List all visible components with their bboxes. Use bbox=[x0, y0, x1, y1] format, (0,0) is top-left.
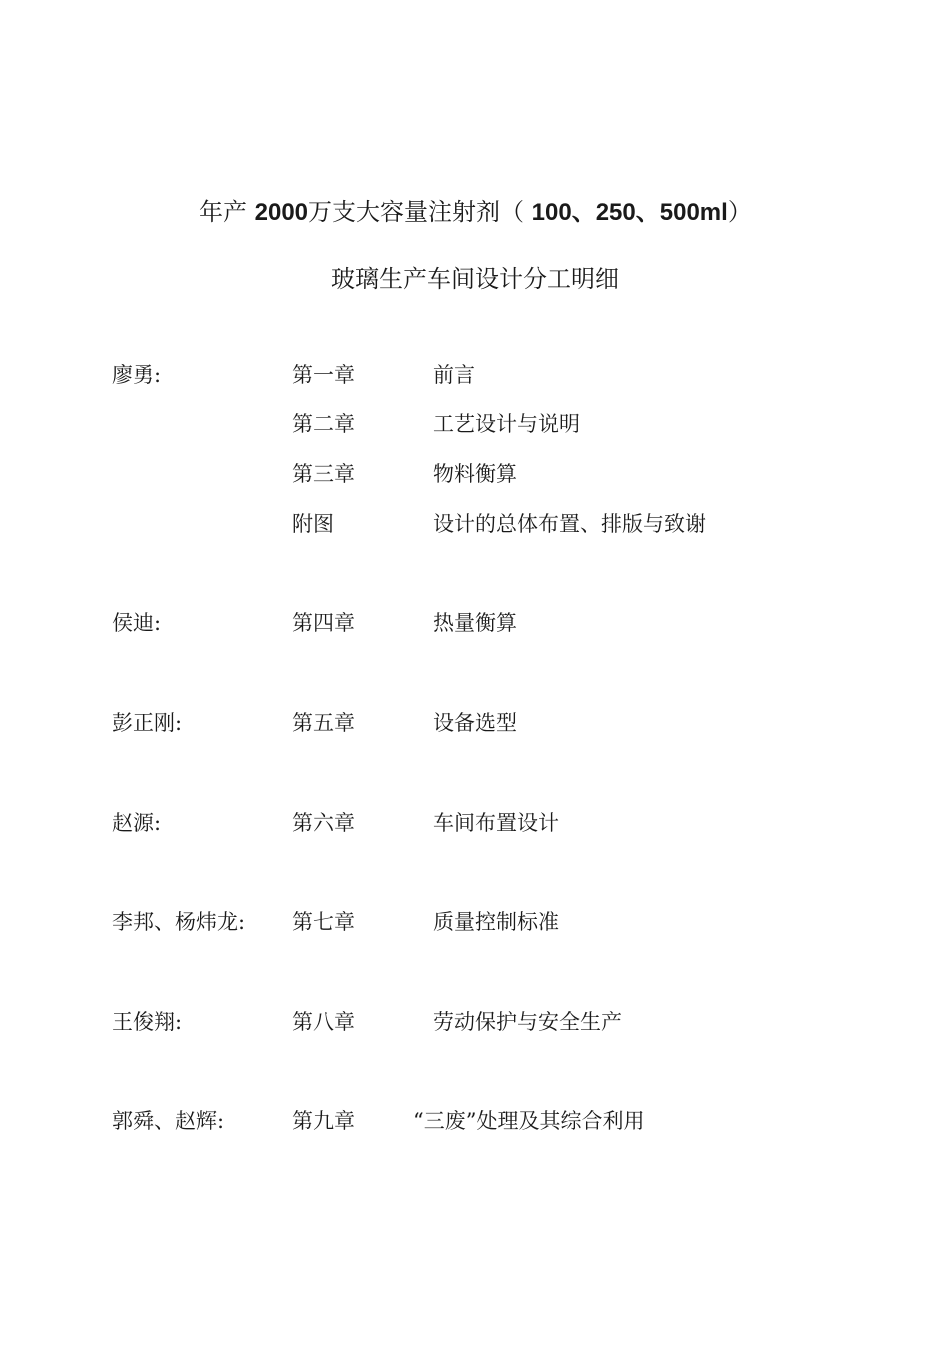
assignment-row bbox=[0, 807, 950, 837]
chapter-label: 第四章 bbox=[292, 611, 355, 635]
chapter-label: 附图 bbox=[292, 512, 334, 536]
chapter-label: 第八章 bbox=[292, 1010, 355, 1034]
chapter-topic: 前言 bbox=[433, 363, 475, 387]
assignment-row bbox=[0, 607, 950, 637]
title-close-paren: ） bbox=[727, 198, 752, 226]
chapter-topic: 车间布置设计 bbox=[433, 811, 559, 835]
chapter-topic: 劳动保护与安全生产 bbox=[433, 1010, 622, 1034]
chapter-label: 第二章 bbox=[292, 412, 355, 436]
assignee-name: 赵源: bbox=[112, 811, 162, 835]
assignee-name: 侯迪: bbox=[112, 611, 162, 635]
assignment-row bbox=[0, 1105, 950, 1135]
title-middle: 万支大容量注射剂（ bbox=[308, 198, 525, 226]
assignee-name: 彭正刚: bbox=[112, 711, 183, 735]
title-quantity: 2000 bbox=[254, 199, 309, 226]
assignee-name: 廖勇: bbox=[112, 363, 162, 387]
chapter-topic: “三废”处理及其综合利用 bbox=[413, 1109, 645, 1133]
chapter-label: 第九章 bbox=[292, 1109, 355, 1133]
chapter-topic: 设备选型 bbox=[433, 711, 517, 735]
chapter-topic: 工艺设计与说明 bbox=[433, 412, 580, 436]
title-volumes: 100、250、500ml bbox=[531, 199, 728, 226]
assignee-name: 李邦、杨炜龙: bbox=[112, 910, 246, 934]
chapter-label: 第七章 bbox=[292, 910, 355, 934]
chapter-topic: 质量控制标准 bbox=[433, 910, 559, 934]
chapter-topic: 热量衡算 bbox=[433, 611, 517, 635]
chapter-label: 第三章 bbox=[292, 462, 355, 486]
assignment-row bbox=[0, 359, 950, 389]
chapter-topic: 设计的总体布置、排版与致谢 bbox=[433, 512, 706, 536]
assignment-row bbox=[0, 707, 950, 737]
assignment-row bbox=[0, 408, 950, 438]
document-title-line-2: 玻璃生产车间设计分工明细 bbox=[331, 265, 619, 293]
chapter-topic: 物料衡算 bbox=[433, 462, 517, 486]
assignment-row bbox=[0, 906, 950, 936]
assignee-name: 王俊翔: bbox=[112, 1010, 183, 1034]
title-prefix: 年产 bbox=[199, 198, 247, 226]
chapter-label: 第五章 bbox=[292, 711, 355, 735]
assignment-row bbox=[0, 508, 950, 538]
chapter-label: 第一章 bbox=[292, 363, 355, 387]
assignment-row bbox=[0, 458, 950, 488]
assignment-row bbox=[0, 1006, 950, 1036]
assignee-name: 郭舜、赵辉: bbox=[112, 1109, 225, 1133]
chapter-label: 第六章 bbox=[292, 811, 355, 835]
